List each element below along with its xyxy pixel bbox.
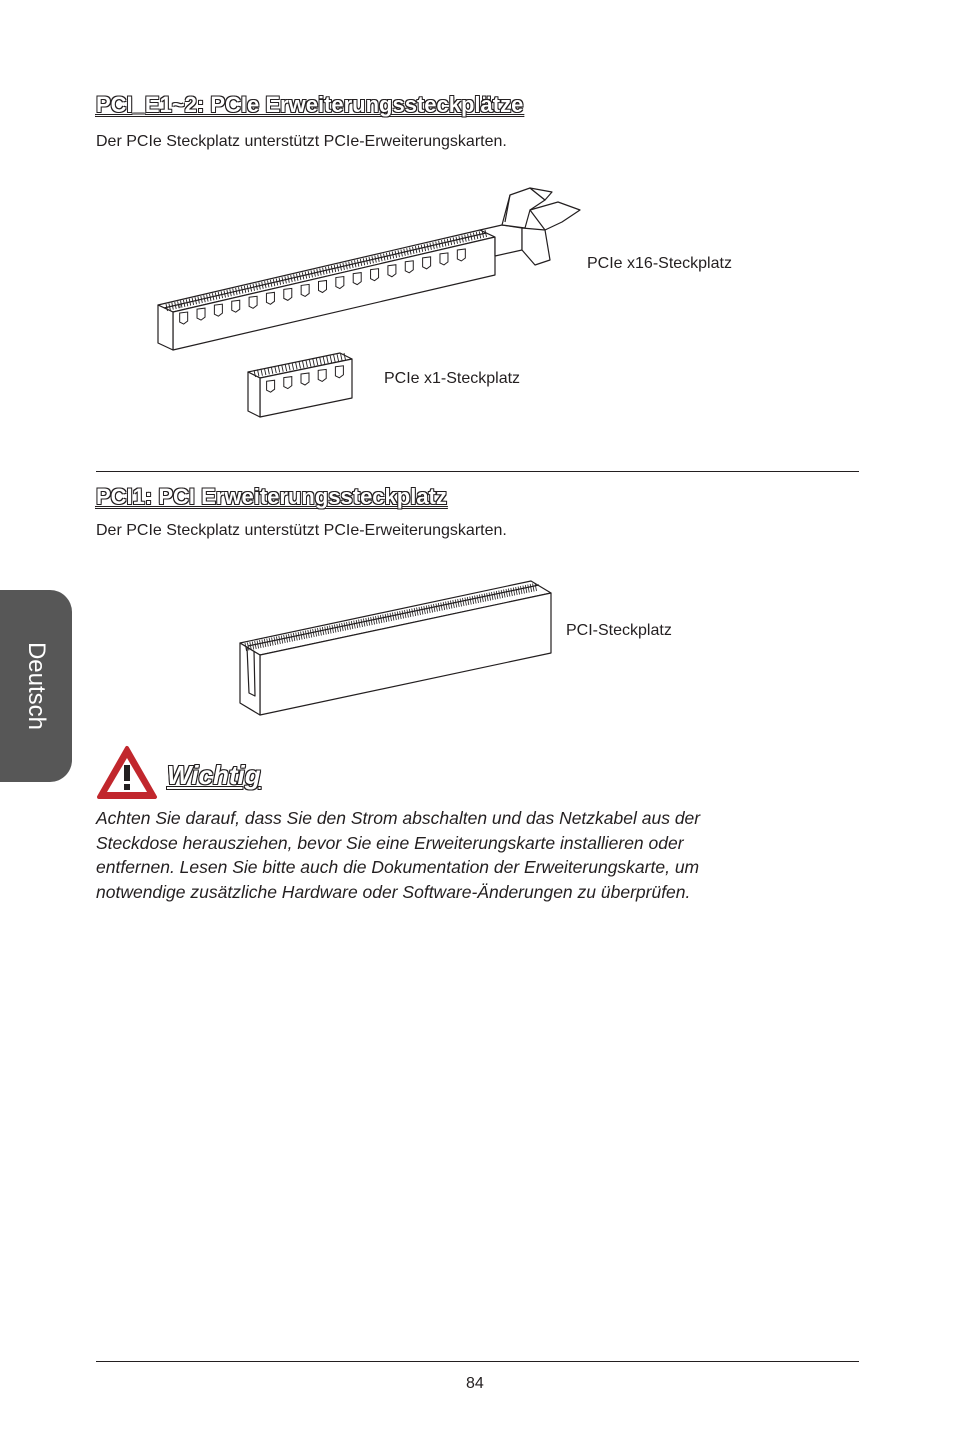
pci-slot-illustration: [235, 575, 557, 720]
pci-label: PCI-Steckplatz: [566, 622, 672, 639]
pcie-x1-label: PCIe x1-Steckplatz: [384, 370, 521, 387]
important-title: Wichtig: [167, 760, 261, 790]
pcie-x16-label: PCIe x16-Steckplatz: [587, 255, 732, 272]
pcie-x16-slot-illustration: [150, 180, 590, 355]
note-line: entfernen. Lesen Sie bitte auch die Dokumentation der Erweiterungskarte, um: [96, 857, 700, 877]
section2-description: Der PCIe Steckplatz unterstützt PCIe-Erweiterungskarten.: [96, 522, 507, 539]
language-side-tab: [0, 590, 72, 782]
important-note: [96, 806, 700, 904]
section2-heading: PCI1: PCI Erweiterungssteckplatz: [96, 484, 447, 509]
note-line: notwendige zusätzliche Hardware oder Software-Änderungen zu überprüfen.: [96, 881, 691, 902]
section1-heading: PCI_E1~2: PCIe Erweiterungssteckplätze: [96, 92, 524, 117]
footer-rule: [96, 1361, 859, 1362]
pcie-x1-slot-illustration: [240, 345, 360, 425]
note-line: Steckdose herausziehen, bevor Sie eine Erweiterungskarte installieren oder: [96, 832, 684, 853]
section-divider: [96, 471, 859, 472]
warning-triangle-icon: [96, 745, 158, 801]
section1-description: Der PCIe Steckplatz unterstützt PCIe-Erweiterungskarten.: [96, 133, 507, 150]
note-line: Achten Sie darauf, dass Sie den Strom abschalten und das Netzkabel aus der: [96, 808, 701, 828]
page-number: 84: [466, 1375, 484, 1392]
side-tab-label: Deutsch: [23, 641, 50, 731]
